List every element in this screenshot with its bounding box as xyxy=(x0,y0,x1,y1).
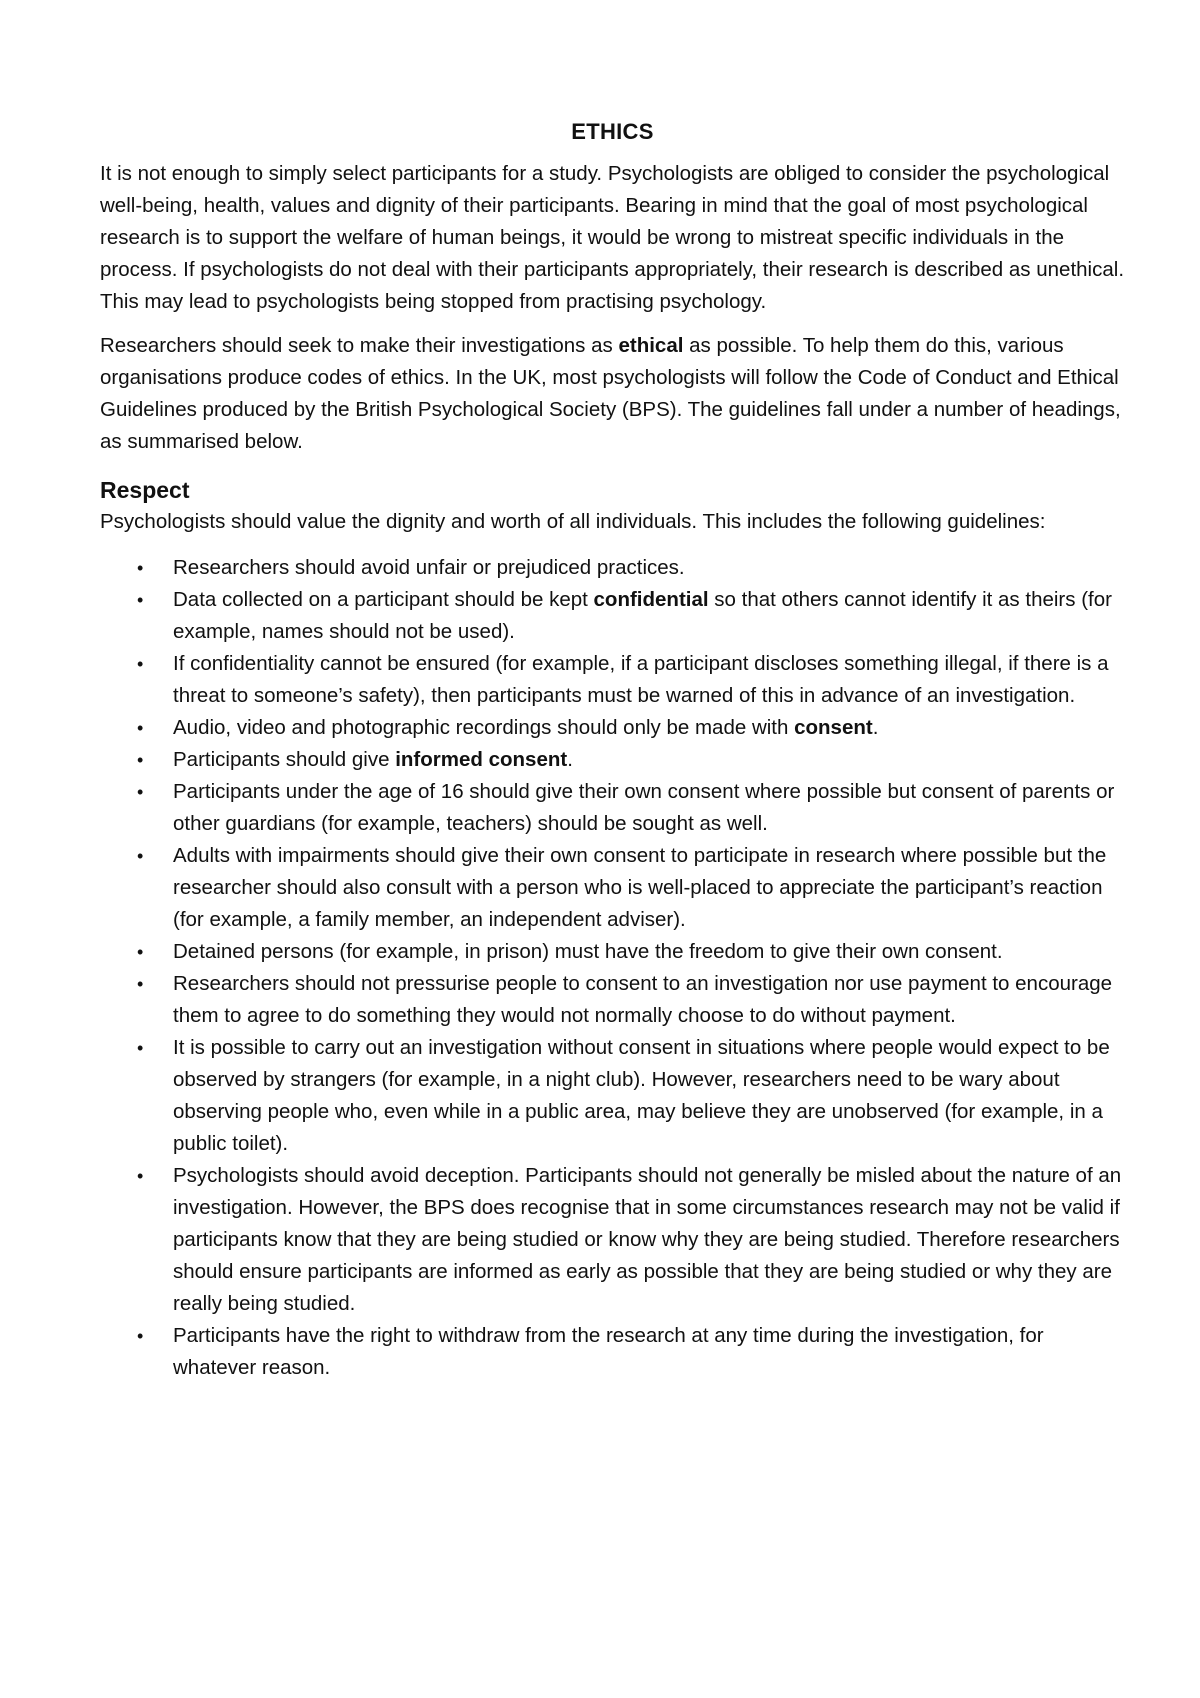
list-item xyxy=(100,1160,1125,1320)
bullet-icon: • xyxy=(137,1166,144,1186)
document-page xyxy=(100,116,1125,1384)
list-item-text: Psychologists should avoid deception. Participants should not generally be misled about the nature of an investigation. However, the BPS does recognise that in some circumstances research may not be valid if participants know that they are being studied or know why they are being studied. Therefore researchers should ensure participants are informed as early as possible that they are being studied or why they are really being studied. xyxy=(173,1164,1122,1315)
list-item-text: Participants have the right to withdraw from the research at any time during the investigation, for whatever reason. xyxy=(173,1324,1044,1379)
list-item xyxy=(100,968,1125,1032)
list-item-text: It is possible to carry out an investigation without consent in situations where people would expect to be observed by strangers (for example, in a night club). However, researchers need to be wary about observing people who, even while in a public area, may believe they are unobserved (for example, in a public toilet). xyxy=(173,1036,1110,1155)
section-intro: Psychologists should value the dignity and worth of all individuals. This includes the following guidelines: xyxy=(100,510,1046,533)
list-item-text: Researchers should not pressurise people to consent to an investigation nor use payment to encourage them to agree to do something they would not normally choose to do without payment. xyxy=(173,972,1113,1027)
list-item xyxy=(100,936,1125,968)
list-item-text: Researchers should avoid unfair or prejudiced practices. xyxy=(173,556,685,579)
bullet-icon: • xyxy=(137,558,144,578)
list-item xyxy=(100,712,1125,744)
bullet-icon: • xyxy=(137,590,144,610)
document-title: ETHICS xyxy=(571,119,654,144)
confidential-term: confidential xyxy=(593,588,709,611)
list-item-text: If confidentiality cannot be ensured (for example, if a participant discloses something illegal, if there is a threat to someone’s safety), then participants must be warned of this in advance of an investigation. xyxy=(173,652,1109,707)
bullet-icon: • xyxy=(137,782,144,802)
bullet-icon: • xyxy=(137,718,144,738)
codes-paragraph xyxy=(100,330,1125,458)
list-item xyxy=(100,840,1125,936)
list-item-text-after: . xyxy=(567,748,573,771)
bullet-icon: • xyxy=(137,942,144,962)
codes-paragraph-text-after: as possible. To help them do this, various organisations produce codes of ethics. In the UK, most psychologists will follow the Code of Conduct and Ethical Guidelines produced by the British Psychological Society (BPS). The guidelines fall under a number of headings, as summarised below. xyxy=(100,334,1121,453)
section-heading-respect: Respect xyxy=(100,477,190,503)
list-item-text-after: . xyxy=(872,716,879,739)
list-item xyxy=(100,776,1125,840)
list-item xyxy=(100,744,1125,776)
list-item xyxy=(100,648,1125,712)
list-item-text-before: Data collected on a participant should be kept xyxy=(173,588,594,611)
guidelines-list xyxy=(100,552,1125,1384)
consent-term: consent xyxy=(794,716,873,739)
list-item xyxy=(100,552,1125,584)
intro-paragraph: It is not enough to simply select participants for a study. Psychologists are obliged to consider the psychological well-being, health, values and dignity of their participants. Bearing in mind that the goal of most psychological research is to support the welfare of human beings, it would be wrong to mistreat specific individuals in the process. If psychologists do not deal with their participants appropriately, their research is described as unethical. This may lead to psychologists being stopped from practising psychology. xyxy=(100,162,1125,313)
list-item-text: Adults with impairments should give their own consent to participate in research where possible but the researcher should also consult with a person who is well-placed to appreciate the participant’s reaction (for example, a family member, an independent adviser). xyxy=(173,844,1107,931)
list-item-text-before: Audio, video and photographic recordings should only be made with xyxy=(173,716,795,739)
list-item xyxy=(100,1320,1125,1384)
bullet-icon: • xyxy=(137,846,144,866)
bullet-icon: • xyxy=(137,974,144,994)
bullet-icon: • xyxy=(137,750,144,770)
codes-paragraph-text-before: Researchers should seek to make their investigations as xyxy=(100,334,619,357)
list-item-text-after: so that others cannot identify it as theirs (for example, names should not be used). xyxy=(173,588,1112,643)
list-item-text-before: Participants should give xyxy=(173,748,396,771)
list-item-text: Participants under the age of 16 should give their own consent where possible but consent of parents or other guardians (for example, teachers) should be sought as well. xyxy=(173,780,1115,835)
ethical-term: ethical xyxy=(618,334,684,357)
list-item xyxy=(100,584,1125,648)
list-item xyxy=(100,1032,1125,1160)
bullet-icon: • xyxy=(137,1038,144,1058)
list-item-text: Detained persons (for example, in prison) must have the freedom to give their own consent. xyxy=(173,940,1003,963)
bullet-icon: • xyxy=(137,654,144,674)
informed-consent-term: informed consent xyxy=(395,748,568,771)
bullet-icon: • xyxy=(137,1326,144,1346)
